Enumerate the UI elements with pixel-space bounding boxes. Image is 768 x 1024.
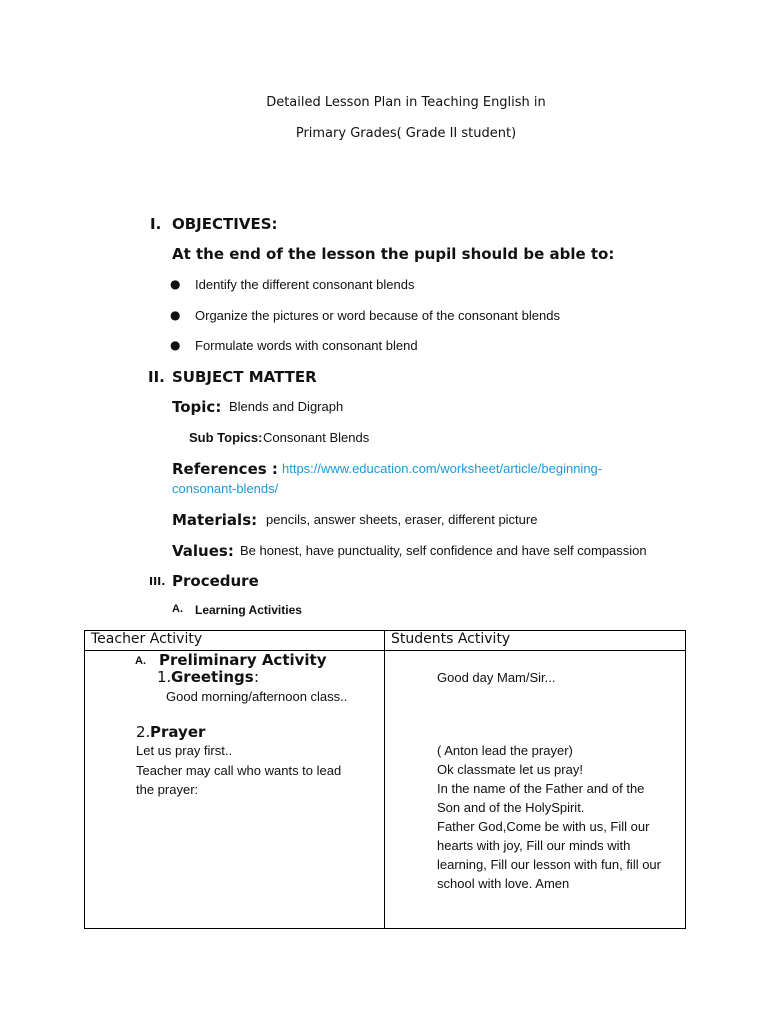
- teacher-prayer-line: the prayer:: [136, 782, 199, 797]
- objective-item: Identify the different consonant blends: [195, 277, 415, 292]
- prayer-number: 2.: [136, 723, 151, 741]
- student-prayer-line: school with love. Amen: [437, 876, 570, 891]
- procedure-sub-letter: A.: [172, 603, 183, 615]
- bullet-icon: ●: [170, 277, 181, 291]
- greetings-colon: :: [254, 668, 260, 686]
- references-label: References :: [172, 460, 278, 478]
- learning-activities-table: [84, 630, 686, 929]
- student-prayer-line: Father God,Come be with us, Fill our: [437, 819, 650, 834]
- greetings-number: 1.: [157, 668, 172, 686]
- topic-value: Blends and Digraph: [229, 399, 344, 414]
- teacher-prayer-line: Let us pray first..: [136, 743, 233, 758]
- values-value: Be honest, have punctuality, self confidence and have self compassion: [240, 543, 647, 558]
- document-title-line2: Primary Grades( Grade II student): [295, 126, 517, 141]
- section-letter: A.: [135, 655, 146, 667]
- objectives-heading: OBJECTIVES:: [172, 215, 278, 233]
- subtopics-label: Sub Topics:: [189, 430, 263, 445]
- procedure-numeral: III.: [149, 575, 166, 588]
- procedure-heading: Procedure: [172, 572, 259, 590]
- teacher-activity-cell: [85, 651, 385, 929]
- preliminary-activity-title: Preliminary Activity: [159, 651, 327, 669]
- objective-item: Organize the pictures or word because of the consonant blends: [195, 308, 560, 323]
- subtopics-value: Consonant Blends: [263, 430, 370, 445]
- document-title-line1: Detailed Lesson Plan in Teaching English in: [266, 95, 546, 110]
- student-prayer-line: Son and of the HolySpirit.: [437, 800, 585, 815]
- objectives-intro: At the end of the lesson the pupil should be able to:: [172, 245, 615, 263]
- students-activity-cell: [385, 651, 686, 929]
- student-prayer-line: hearts with joy, Fill our minds with: [437, 838, 631, 853]
- teacher-prayer-line: Teacher may call who wants to lead: [136, 763, 342, 778]
- prayer-title: Prayer: [150, 723, 206, 741]
- student-greeting-reply: Good day Mam/Sir...: [437, 670, 556, 685]
- greetings-title: Greetings: [171, 668, 254, 686]
- materials-value: pencils, answer sheets, eraser, different picture: [266, 512, 538, 527]
- bullet-icon: ●: [170, 308, 181, 322]
- student-prayer-line: Ok classmate let us pray!: [437, 762, 583, 777]
- objective-item: Formulate words with consonant blend: [195, 338, 418, 353]
- teacher-activity-header: Teacher Activity: [85, 631, 385, 651]
- values-label: Values:: [172, 542, 234, 560]
- student-prayer-line: learning, Fill our lesson with fun, fill our: [437, 857, 661, 872]
- teacher-greeting-line: Good morning/afternoon class..: [166, 689, 348, 704]
- bullet-icon: ●: [170, 338, 181, 352]
- student-prayer-line: ( Anton lead the prayer): [437, 743, 573, 758]
- references-link-continued[interactable]: consonant-blends/: [172, 481, 279, 496]
- topic-label: Topic:: [172, 398, 222, 416]
- subject-matter-numeral: II.: [148, 368, 165, 386]
- objectives-numeral: I.: [150, 215, 162, 233]
- materials-label: Materials:: [172, 511, 258, 529]
- references-link[interactable]: https://www.education.com/worksheet/article/beginning-: [282, 461, 603, 476]
- procedure-sub-heading: Learning Activities: [195, 603, 302, 617]
- subject-matter-heading: SUBJECT MATTER: [172, 368, 317, 386]
- students-activity-header: Students Activity: [385, 631, 686, 651]
- student-prayer-line: In the name of the Father and of the: [437, 781, 645, 796]
